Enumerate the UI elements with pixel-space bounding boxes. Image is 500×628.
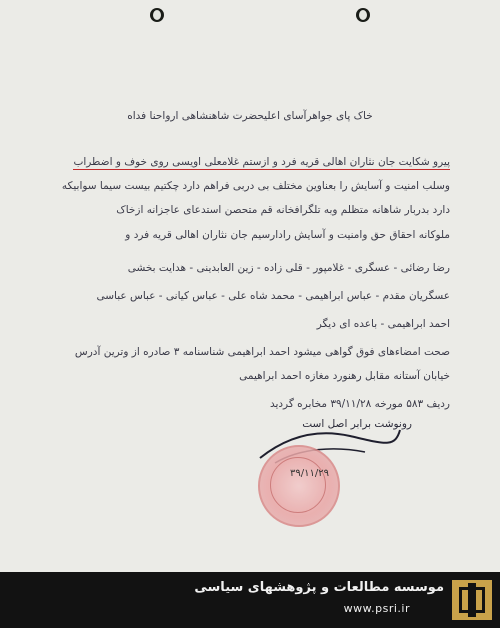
paragraph-line-2: وسلب امنیت و آسایش را بعناوین مختلف بی دربی فراهم دارد چکتیم بیست سیما سوابیکه <box>61 180 450 192</box>
official-seal <box>258 445 340 527</box>
names-line-3: احمد ابراهیمی - باعده ای دیگر <box>316 318 450 330</box>
names-line-1: رضا رضائی - عسگری - غلامپور - قلی زاده - زین العابدینی - هدایت بخشی <box>127 262 450 274</box>
psri-logo-icon <box>452 580 492 620</box>
certification-line-2: خیابان آستانه مقابل رهنورد مغازه احمد ابراهیمی <box>239 370 450 382</box>
paragraph-line-4: ملوکانه احقاق حق وامنیت و آسایش رادارسیم جان نثاران اهالی قریه فرد و <box>125 229 450 241</box>
signature-label: رونوشت برابر اصل است <box>302 418 412 430</box>
registry-line: ردیف ۵۸۳ مورخه ۳۹/۱۱/۲۸ مخابره گردید <box>269 398 450 410</box>
names-line-2: عسگریان مقدم - عباس ابراهیمی - محمد شاه علی - عباس کیانی - عباس عباسی <box>96 290 450 302</box>
website-url[interactable]: www.psri.ir <box>343 602 410 615</box>
signature-date: ۳۹/۱۱/۲۹ <box>290 468 329 479</box>
underlined-text: پیرو شکایت جان نثاران اهالی قریه فرد و ازستم غلامعلی اویسی روی خوف و اضطراب <box>73 156 450 168</box>
certification-line-1: صحت امضاءهای فوق گواهی میشود احمد ابراهیمی شناسنامه ۳ صادره از وترین آدرس <box>74 346 450 358</box>
footer-banner <box>0 572 500 628</box>
paragraph-line-3: دارد بدربار شاهانه متظلم وبه تلگرافخانه قم متحصن استدعای عاجزانه ازخاک <box>116 204 450 216</box>
letter-title: خاک پای جواهرآسای اعلیحضرت شاهنشاهی ارواحنا فداه <box>127 110 373 122</box>
organization-name: موسسه مطالعات و پژوهشهای سیاسی <box>194 580 444 595</box>
paragraph-line-1 <box>40 156 450 169</box>
